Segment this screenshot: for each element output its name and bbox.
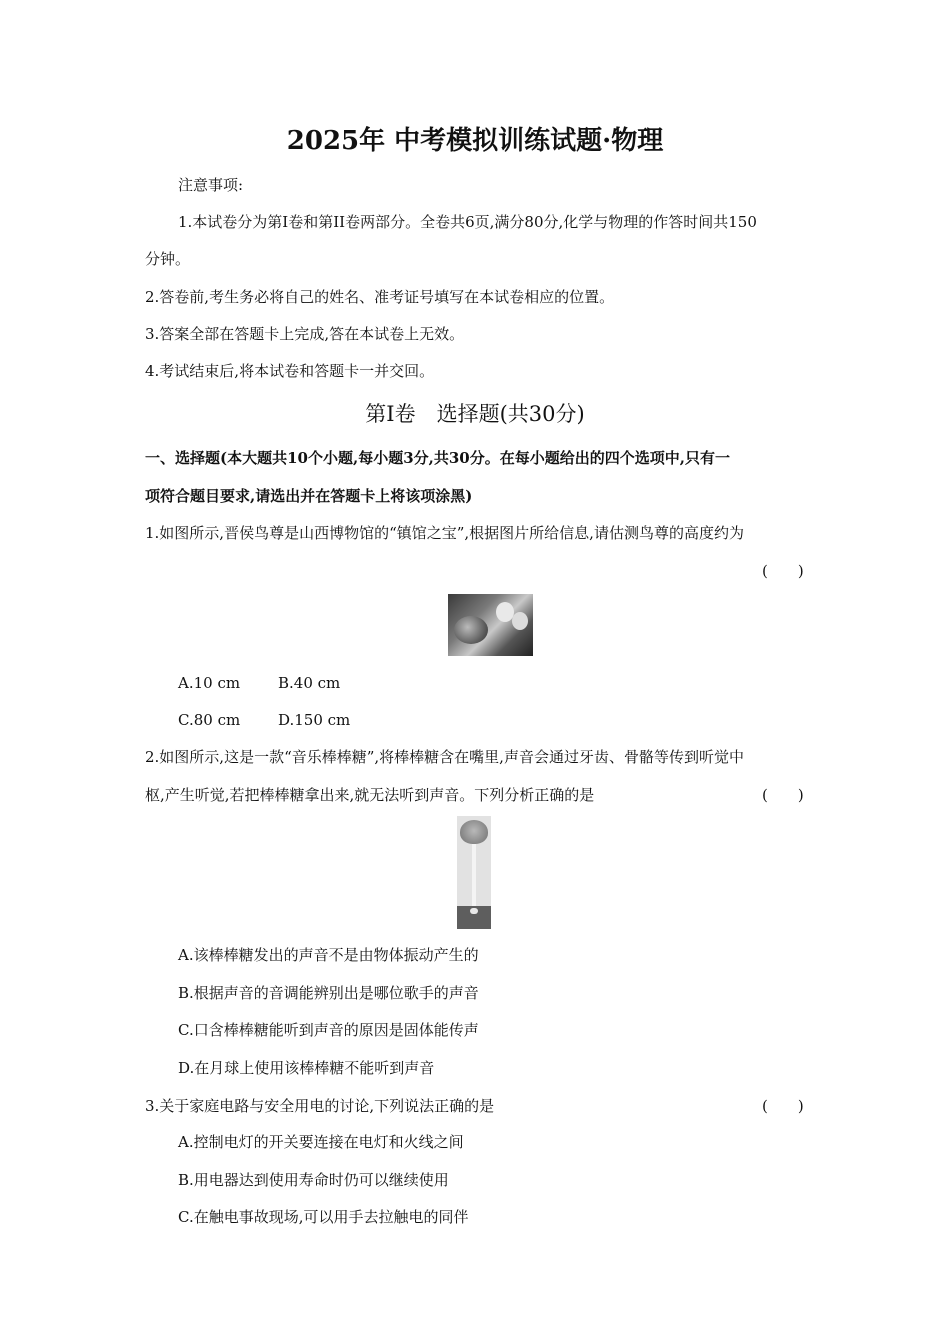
question-1-option-d: D.150 cm — [278, 711, 351, 729]
part-instructions-line-1: 一、选择题(本大题共10个小题,每小题3分,共30分。在每小题给出的四个选项中,只有一 — [145, 449, 730, 467]
lollipop-stick — [472, 844, 476, 906]
question-2-option-b: B.根据声音的音调能辨别出是哪位歌手的声音 — [178, 984, 479, 1002]
music-lollipop-photo — [457, 816, 491, 929]
lollipop-heart — [460, 820, 488, 844]
visitor-face — [512, 612, 528, 630]
notice-heading: 注意事项: — [178, 176, 244, 194]
question-1-option-c: C.80 cm — [178, 711, 241, 729]
question-1-option-a: A.10 cm — [178, 674, 241, 692]
question-2-option-d: D.在月球上使用该棒棒糖不能听到声音 — [178, 1059, 435, 1077]
notice-item-2: 2.答卷前,考生务必将自己的姓名、准考证号填写在本试卷相应的位置。 — [145, 288, 615, 306]
question-2-stem-line-2: 枢,产生听觉,若把棒棒糖拿出来,就无法听到声音。下列分析正确的是 — [145, 786, 595, 804]
question-2-answer-paren: ( ) — [762, 786, 804, 804]
question-2-option-a: A.该棒棒糖发出的声音不是由物体振动产生的 — [178, 946, 479, 964]
question-1-stem: 1.如图所示,晋侯鸟尊是山西博物馆的“镇馆之宝”,根据图片所给信息,请估测鸟尊的高度约为 — [145, 524, 744, 542]
question-3-option-c: C.在触电事故现场,可以用手去拉触电的同伴 — [178, 1208, 469, 1226]
part-instructions-line-2: 项符合题目要求,请选出并在答题卡上将该项涂黑) — [145, 487, 473, 505]
section-title: 第I卷 选择题(共30分) — [365, 402, 585, 426]
question-2-stem-line-1: 2.如图所示,这是一款“音乐棒棒糖”,将棒棒糖含在嘴里,声音会通过牙齿、骨骼等传到听觉中 — [145, 748, 744, 766]
notice-item-1-line-1: 1.本试卷分为第I卷和第II卷两部分。全卷共6页,满分80分,化学与物理的作答时间共150 — [178, 213, 757, 231]
bird-zun-photo — [448, 594, 533, 656]
question-3-stem: 3.关于家庭电路与安全用电的讨论,下列说法正确的是 — [145, 1097, 495, 1115]
notice-item-4: 4.考试结束后,将本试卷和答题卡一并交回。 — [145, 362, 435, 380]
question-1-option-b: B.40 cm — [278, 674, 341, 692]
lollipop-button — [470, 908, 478, 914]
question-2-option-c: C.口含棒棒糖能听到声音的原因是固体能传声 — [178, 1021, 479, 1039]
notice-item-3: 3.答案全部在答题卡上完成,答在本试卷上无效。 — [145, 325, 465, 343]
page-title: 2025年 中考模拟训练试题·物理 — [286, 126, 664, 156]
notice-item-1-line-2: 分钟。 — [145, 250, 191, 268]
question-3-answer-paren: ( ) — [762, 1097, 804, 1115]
question-3-option-a: A.控制电灯的开关要连接在电灯和火线之间 — [178, 1133, 464, 1151]
question-3-option-b: B.用电器达到使用寿命时仍可以继续使用 — [178, 1171, 449, 1189]
question-1-answer-paren: ( ) — [762, 562, 804, 580]
bird-zun-vessel — [454, 616, 488, 644]
